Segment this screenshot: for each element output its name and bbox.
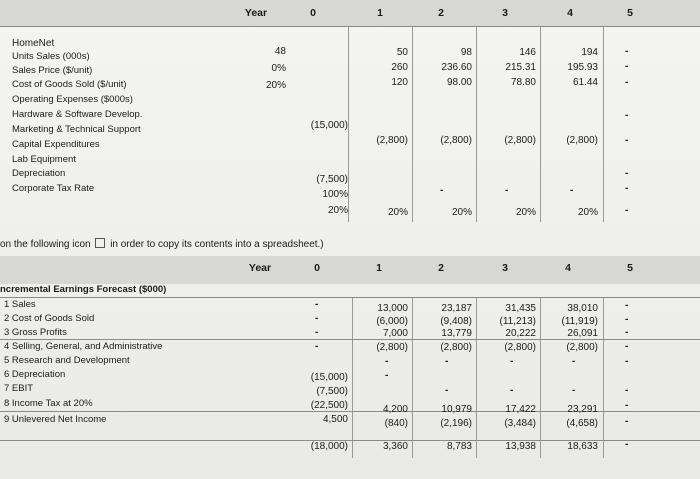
cell: (2,800) xyxy=(376,342,408,353)
cell: - xyxy=(385,356,389,367)
bottom-header-band xyxy=(0,256,700,284)
title-rule xyxy=(0,297,700,298)
cell: 31,435 xyxy=(505,303,536,314)
row-label: Capital Expenditures xyxy=(12,139,100,150)
bottom-year-3: 3 xyxy=(502,262,508,274)
cell: - xyxy=(510,385,514,396)
top-col-divider xyxy=(603,27,604,222)
top-col-divider xyxy=(348,27,349,222)
top-col-divider xyxy=(412,27,413,222)
cell: (2,800) xyxy=(440,135,472,146)
instruction-before: on the following icon xyxy=(0,239,91,250)
cell: 61.44 xyxy=(572,77,598,88)
cell-price-yr0: 0% xyxy=(271,63,286,74)
cell: 17,422 xyxy=(505,404,536,415)
bottom-year-4: 4 xyxy=(565,262,571,274)
top-year-5: 5 xyxy=(627,7,633,19)
cell: 23,291 xyxy=(567,404,598,415)
cell: 120 xyxy=(391,77,408,88)
cell: - xyxy=(572,356,576,367)
forecast-row-label: 2 Cost of Goods Sold xyxy=(4,313,95,324)
cell: 26,091 xyxy=(567,328,598,339)
cell: (2,800) xyxy=(504,135,536,146)
forecast-title: ncremental Earnings Forecast ($000) xyxy=(0,284,167,295)
row-label: Cost of Goods Sold ($/unit) xyxy=(12,79,127,90)
top-year-0: 0 xyxy=(310,7,316,19)
cell: (11,919) xyxy=(561,316,598,327)
bottom-col-divider xyxy=(476,298,477,458)
section-title: HomeNet xyxy=(12,38,55,49)
top-year-1: 1 xyxy=(377,7,383,19)
row-label: Units Sales (000s) xyxy=(12,51,90,62)
cell: 236.60 xyxy=(441,62,472,73)
cell: - xyxy=(572,385,576,396)
cell-cogs-yr0: 20% xyxy=(265,80,286,91)
cell: - xyxy=(510,356,514,367)
bottom-year-5: 5 xyxy=(627,262,633,274)
cell: 10,979 xyxy=(441,404,472,415)
cell: 23,187 xyxy=(441,303,472,314)
cell: (3,484) xyxy=(504,418,536,429)
top-year-label: Year xyxy=(244,7,268,19)
forecast-row-label: 1 Sales xyxy=(4,299,36,310)
forecast-row-label: 8 Income Tax at 20% xyxy=(4,398,93,409)
row-label: Depreciation xyxy=(12,168,66,179)
cell: - xyxy=(625,341,629,352)
cell: 18,633 xyxy=(567,441,598,452)
row-label: Operating Expenses ($000s) xyxy=(12,94,133,105)
cell: - xyxy=(440,185,444,196)
cell: (18,000) xyxy=(310,441,348,452)
forecast-row-label: 5 Research and Development xyxy=(4,355,130,366)
cell: 215.31 xyxy=(505,62,536,73)
cell: 13,938 xyxy=(505,441,536,452)
cell: (7,500) xyxy=(316,386,348,397)
cell: - xyxy=(625,300,629,311)
cell: - xyxy=(625,168,629,179)
cell: 78.80 xyxy=(510,77,536,88)
cell: (9,408) xyxy=(440,316,472,327)
bottom-year-0: 0 xyxy=(314,262,320,274)
cell: 38,010 xyxy=(567,303,598,314)
top-year-2: 2 xyxy=(438,7,444,19)
cell: - xyxy=(315,313,319,324)
top-col-divider xyxy=(476,27,477,222)
instruction-after: in order to copy its contents into a spreadsheet.) xyxy=(110,239,324,250)
cell: - xyxy=(315,299,319,310)
cell: - xyxy=(445,385,449,396)
bottom-col-divider xyxy=(352,298,353,458)
cell: - xyxy=(385,370,389,381)
forecast-row-label: 6 Depreciation xyxy=(4,369,66,380)
cell: - xyxy=(505,185,509,196)
cell: - xyxy=(315,327,319,338)
row-rule xyxy=(0,339,700,340)
forecast-row-label: 7 EBIT xyxy=(4,383,34,394)
cell: - xyxy=(625,400,629,411)
cell: 20% xyxy=(451,207,472,218)
cell: - xyxy=(625,110,629,121)
cell: (6,000) xyxy=(376,316,408,327)
cell: - xyxy=(625,327,629,338)
cell: (2,800) xyxy=(376,135,408,146)
row-label: Sales Price ($/unit) xyxy=(12,65,93,76)
bottom-col-divider xyxy=(412,298,413,458)
cell: 50 xyxy=(396,47,408,58)
cell: 8,783 xyxy=(446,441,472,452)
cell: (840) xyxy=(384,418,408,429)
cell: 98.00 xyxy=(446,77,472,88)
row-label: Lab Equipment xyxy=(12,154,76,165)
cell: - xyxy=(570,185,574,196)
cell-tax-yr0: 20% xyxy=(327,205,348,216)
top-col-divider xyxy=(540,27,541,222)
cell: 4,500 xyxy=(322,414,348,425)
cell: 7,000 xyxy=(382,328,408,339)
cell: 98 xyxy=(460,47,472,58)
cell-dep-yr0: 100% xyxy=(322,189,348,200)
cell: - xyxy=(625,46,629,57)
cell: (2,800) xyxy=(504,342,536,353)
cell-units-yr0: 48 xyxy=(274,46,286,57)
bottom-col-divider xyxy=(540,298,541,458)
cell: 13,000 xyxy=(377,303,408,314)
forecast-row-label: 9 Unlevered Net Income xyxy=(4,414,107,425)
cell: 13,779 xyxy=(441,328,472,339)
bottom-year-1: 1 xyxy=(376,262,382,274)
cell: 3,360 xyxy=(382,441,408,452)
top-header-rule xyxy=(0,26,700,27)
cell: - xyxy=(625,61,629,72)
cell: 4,200 xyxy=(382,404,408,415)
cell-lab-yr0: (7,500) xyxy=(316,174,348,185)
row-label: Marketing & Technical Support xyxy=(12,124,141,135)
cell: (22,500) xyxy=(310,400,348,411)
cell: (2,800) xyxy=(440,342,472,353)
cell: - xyxy=(625,416,629,427)
forecast-row-label: 4 Selling, General, and Administrative xyxy=(4,341,163,352)
cell: 20,222 xyxy=(505,328,536,339)
cell: - xyxy=(625,135,629,146)
cell: - xyxy=(625,439,629,450)
copy-icon[interactable] xyxy=(95,238,105,248)
cell: - xyxy=(625,314,629,325)
row-label: Hardware & Software Develop. xyxy=(12,109,143,120)
cell: (2,800) xyxy=(566,342,598,353)
bottom-year-label: Year xyxy=(248,262,272,274)
cell: (15,000) xyxy=(310,372,348,383)
cell: (2,196) xyxy=(440,418,472,429)
cell: - xyxy=(445,356,449,367)
row-label: Corporate Tax Rate xyxy=(12,183,95,194)
cell: 20% xyxy=(515,207,536,218)
cell: 20% xyxy=(577,207,598,218)
cell: 194 xyxy=(581,47,598,58)
cell: - xyxy=(625,356,629,367)
cell: (11,213) xyxy=(499,316,536,327)
cell: - xyxy=(625,183,629,194)
cell: - xyxy=(625,205,629,216)
bottom-col-divider xyxy=(603,298,604,458)
cell: - xyxy=(315,341,319,352)
cell: 195.93 xyxy=(567,62,598,73)
cell: 20% xyxy=(387,207,408,218)
bottom-year-2: 2 xyxy=(438,262,444,274)
cell: (4,658) xyxy=(566,418,598,429)
top-year-4: 4 xyxy=(567,7,573,19)
cell: 146 xyxy=(519,47,536,58)
top-year-3: 3 xyxy=(502,7,508,19)
cell: - xyxy=(625,77,629,88)
forecast-row-label: 3 Gross Profits xyxy=(4,327,67,338)
cell-hw-yr0: (15,000) xyxy=(310,120,348,131)
top-header-band xyxy=(0,0,700,26)
cell: (2,800) xyxy=(566,135,598,146)
cell: - xyxy=(625,385,629,396)
copy-instruction xyxy=(0,238,324,250)
cell: 260 xyxy=(391,62,408,73)
